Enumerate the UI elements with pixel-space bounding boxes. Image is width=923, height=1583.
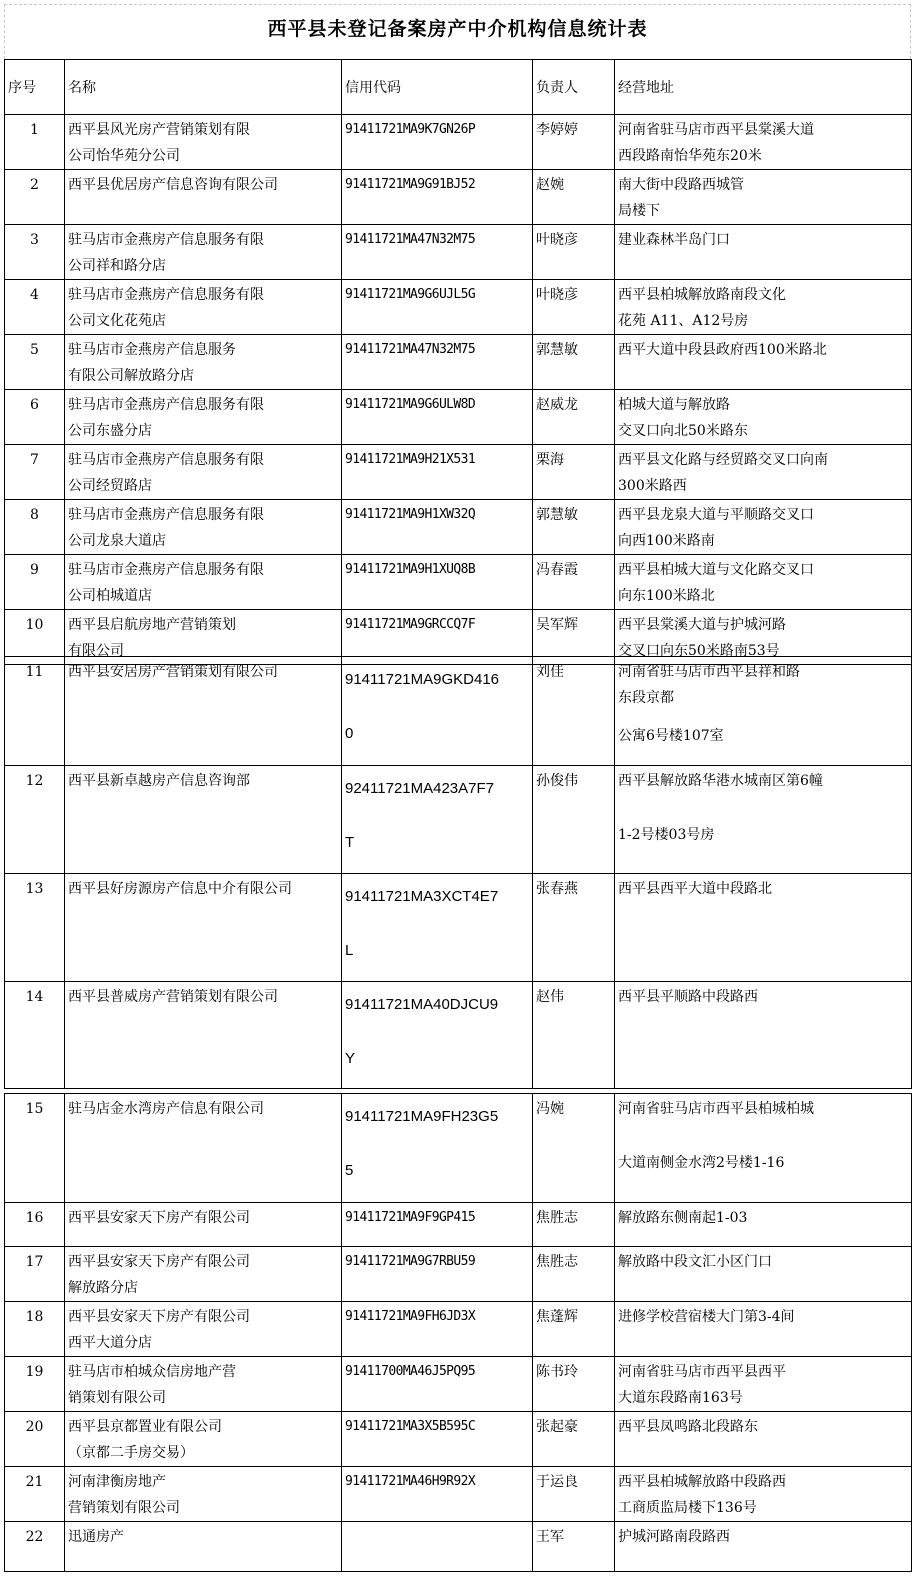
agency-name-line: 解放路分店: [68, 1280, 138, 1296]
business-address: [615, 390, 912, 445]
business-address-line: 1-2号楼03号房: [618, 827, 715, 843]
row-number: [5, 1522, 65, 1572]
row-number-line: 19: [25, 1364, 44, 1380]
table-row: [5, 1357, 912, 1412]
business-address: [615, 874, 912, 982]
business-address-line: 向东100米路北: [618, 588, 715, 604]
business-address: [615, 335, 912, 390]
agency-name-line: 公司经贸路店: [68, 478, 152, 494]
credit-code-line: 91411721MA9H21X531: [345, 452, 476, 467]
row-number-line: 8: [30, 507, 39, 523]
registry-table-part-2: [4, 656, 912, 1089]
registry-table-part-1: [4, 59, 912, 665]
agency-name: [65, 170, 342, 225]
person-in-charge: [533, 170, 615, 225]
agency-name-line: 公司祥和路分店: [68, 258, 166, 274]
row-number-line: 6: [30, 397, 39, 413]
credit-code-line: 91411721MA9G6UJL5G: [345, 287, 476, 302]
person-in-charge-line: 赵婉: [536, 177, 564, 193]
table-row: [5, 1522, 912, 1572]
agency-name: [65, 225, 342, 280]
credit-code-line: 91411721MA9G6ULW8D: [345, 397, 476, 412]
row-number-line: 2: [30, 177, 39, 193]
business-address: [615, 982, 912, 1089]
agency-name-line: 驻马店市金燕房产信息服务有限: [68, 232, 264, 248]
business-address-line: 河南省驻马店市西平县西平: [618, 1364, 786, 1380]
business-address: [615, 657, 912, 766]
credit-code: [342, 657, 533, 766]
table-row: [5, 115, 912, 170]
person-in-charge-line: 赵威龙: [536, 397, 578, 413]
agency-name-line: 驻马店市金燕房产信息服务有限: [68, 507, 264, 523]
agency-name: [65, 280, 342, 335]
person-in-charge: [533, 1247, 615, 1302]
credit-code-line: 91411721MA9G91BJ52: [345, 177, 476, 192]
credit-code-line: 91411721MA9FH6JD3X: [345, 1309, 476, 1324]
row-number: [5, 766, 65, 874]
business-address-line: 西平县凤鸣路北段路东: [618, 1419, 758, 1435]
credit-code: [342, 1203, 533, 1247]
credit-code-line: 0: [345, 725, 354, 742]
agency-name-line: 驻马店市金燕房产信息服务: [68, 342, 236, 358]
credit-code-line: 91411700MA46J5PQ95: [345, 1364, 476, 1379]
row-number-line: 4: [30, 287, 39, 303]
row-number: [5, 280, 65, 335]
credit-code-line: 91411721MA9GKD416: [345, 671, 499, 688]
page-title: 西平县未登记备案房产中介机构信息统计表: [267, 18, 648, 40]
row-number: [5, 1302, 65, 1357]
row-number-line: 16: [25, 1210, 44, 1226]
person-in-charge-line: 孙俊伟: [536, 773, 578, 789]
credit-code: [342, 335, 533, 390]
credit-code: [342, 280, 533, 335]
person-in-charge-line: 叶晓彦: [536, 287, 578, 303]
credit-code-line: 92411721MA423A7F7: [345, 780, 495, 797]
agency-name: [65, 657, 342, 766]
column-header-code: 信用代码: [342, 60, 533, 115]
business-address-line: 西段路南怡华苑东20米: [618, 148, 762, 164]
row-number: [5, 390, 65, 445]
person-in-charge-line: 焦胜志: [536, 1210, 578, 1226]
agency-name-line: 有限公司解放路分店: [68, 368, 194, 384]
credit-code: [342, 225, 533, 280]
row-number: [5, 1203, 65, 1247]
row-number: [5, 1412, 65, 1467]
business-address-line: 西平县龙泉大道与平顺路交叉口: [618, 507, 814, 523]
table-row: [5, 390, 912, 445]
credit-code: [342, 1247, 533, 1302]
person-in-charge-line: 焦蓬辉: [536, 1309, 578, 1325]
row-number-line: 11: [25, 664, 44, 680]
business-address-line: 建业森林半岛门口: [618, 232, 730, 248]
credit-code-line: 91411721MA9K7GN26P: [345, 122, 476, 137]
agency-name-line: 驻马店市柏城众信房地产营: [68, 1364, 236, 1380]
person-in-charge: [533, 982, 615, 1089]
agency-name: [65, 1247, 342, 1302]
row-number-line: 10: [25, 617, 44, 633]
business-address-line: 东段京都: [618, 690, 674, 706]
business-address-line: 西平县文化路与经贸路交叉口向南: [618, 452, 828, 468]
business-address-line: 河南省驻马店市西平县柏城柏城: [618, 1101, 814, 1117]
person-in-charge: [533, 1203, 615, 1247]
agency-name-line: 西平县安家天下房产有限公司: [68, 1309, 250, 1325]
column-header-name: 名称: [65, 60, 342, 115]
person-in-charge: [533, 1467, 615, 1522]
agency-name: [65, 500, 342, 555]
agency-name-line: 公司柏城道店: [68, 588, 152, 604]
credit-code-line: Y: [345, 1050, 356, 1067]
agency-name: [65, 1467, 342, 1522]
credit-code: [342, 1094, 533, 1203]
agency-name-line: 销策划有限公司: [68, 1390, 166, 1406]
person-in-charge-line: 张春燕: [536, 881, 578, 897]
business-address-line: 花苑 A11、A12号房: [618, 313, 749, 329]
business-address-line: 西平县柏城大道与文化路交叉口: [618, 562, 814, 578]
registry-table-part-3: [4, 1093, 912, 1572]
business-address-line: 解放路中段文汇小区门口: [618, 1254, 772, 1270]
credit-code: [342, 1357, 533, 1412]
person-in-charge: [533, 1522, 615, 1572]
agency-name-line: 公司怡华苑分公司: [68, 148, 180, 164]
person-in-charge-line: 冯春霞: [536, 562, 578, 578]
agency-name: [65, 1094, 342, 1203]
business-address-line: 西平县柏城解放路中段路西: [618, 1474, 786, 1490]
credit-code-line: T: [345, 834, 355, 851]
agency-name-line: 西平县新卓越房产信息咨询部: [68, 773, 250, 789]
table-row: [5, 555, 912, 610]
person-in-charge: [533, 874, 615, 982]
row-number: [5, 445, 65, 500]
credit-code-line: 91411721MA9H1XW32Q: [345, 507, 476, 522]
business-address: [615, 766, 912, 874]
business-address-line: 西平县棠溪大道与护城河路: [618, 617, 786, 633]
person-in-charge-line: 吴军辉: [536, 617, 578, 633]
person-in-charge-line: 于运良: [536, 1474, 578, 1490]
table-row: [5, 657, 912, 766]
row-number: [5, 500, 65, 555]
agency-name-line: 驻马店金水湾房产信息有限公司: [68, 1101, 264, 1117]
credit-code: [342, 1302, 533, 1357]
person-in-charge: [533, 555, 615, 610]
agency-name-line: 西平县安居房产营销策划有限公司: [68, 664, 278, 680]
table-row: [5, 874, 912, 982]
row-number-line: 15: [25, 1101, 44, 1117]
row-number-line: 1: [30, 122, 39, 138]
agency-name: [65, 982, 342, 1089]
credit-code: [342, 170, 533, 225]
business-address: [615, 1203, 912, 1247]
row-number: [5, 1094, 65, 1203]
row-number: [5, 115, 65, 170]
agency-name-line: 西平县优居房产信息咨询有限公司: [68, 177, 278, 193]
credit-code-line: 91411721MA9H1XUQ8B: [345, 562, 476, 577]
agency-name: [65, 1357, 342, 1412]
business-address-line: 公寓6号楼107室: [618, 728, 724, 744]
person-in-charge-line: 王军: [536, 1529, 564, 1545]
business-address-line: 西平大道中段县政府西100米路北: [618, 342, 827, 358]
person-in-charge: [533, 280, 615, 335]
agency-name: [65, 874, 342, 982]
agency-name-line: 驻马店市金燕房产信息服务有限: [68, 452, 264, 468]
business-address-line: 西平县解放路华港水城南区第6幢: [618, 773, 823, 789]
business-address-line: 南大街中段路西城管: [618, 177, 744, 193]
person-in-charge: [533, 1412, 615, 1467]
agency-name-line: 西平县启航房地产营销策划: [68, 617, 236, 633]
business-address-line: 大道东段路南163号: [618, 1390, 743, 1406]
person-in-charge-line: 赵伟: [536, 989, 564, 1005]
agency-name: [65, 390, 342, 445]
table-row: [5, 280, 912, 335]
agency-name-line: 河南津衡房地产: [68, 1474, 166, 1490]
business-address-line: 河南省驻马店市西平县祥和路: [618, 664, 800, 680]
business-address: [615, 1094, 912, 1203]
credit-code: [342, 555, 533, 610]
credit-code-line: 91411721MA47N32M75: [345, 342, 476, 357]
row-number: [5, 170, 65, 225]
row-number-line: 5: [30, 342, 39, 358]
person-in-charge: [533, 500, 615, 555]
row-number-line: 7: [30, 452, 39, 468]
person-in-charge-line: 张起豪: [536, 1419, 578, 1435]
person-in-charge-line: 栗海: [536, 452, 564, 468]
row-number: [5, 555, 65, 610]
agency-name: [65, 335, 342, 390]
row-number-line: 21: [25, 1474, 44, 1490]
row-number-line: 22: [25, 1529, 44, 1545]
person-in-charge-line: 郭慧敏: [536, 507, 578, 523]
business-address: [615, 1522, 912, 1572]
business-address-line: 西平县柏城解放路南段文化: [618, 287, 786, 303]
business-address-line: 河南省驻马店市西平县棠溪大道: [618, 122, 814, 138]
business-address-line: 解放路东侧南起1-03: [618, 1210, 748, 1226]
business-address-line: 西平县平顺路中段路西: [618, 989, 758, 1005]
person-in-charge: [533, 1357, 615, 1412]
agency-name-line: 西平县风光房产营销策划有限: [68, 122, 250, 138]
row-number-line: 9: [30, 562, 39, 578]
credit-code-line: 91411721MA3X5B595C: [345, 1419, 476, 1434]
business-address: [615, 170, 912, 225]
table-row: [5, 1412, 912, 1467]
credit-code-line: 91411721MA47N32M75: [345, 232, 476, 247]
agency-name-line: 驻马店市金燕房产信息服务有限: [68, 397, 264, 413]
agency-name-line: 有限公司: [68, 643, 124, 659]
agency-name-line: 西平县京都置业有限公司: [68, 1419, 222, 1435]
row-number-line: 17: [25, 1254, 44, 1270]
credit-code-line: 91411721MA9GRCCQ7F: [345, 617, 476, 632]
column-header-no: 序号: [5, 60, 65, 115]
agency-name-line: 公司龙泉大道店: [68, 533, 166, 549]
row-number: [5, 1467, 65, 1522]
person-in-charge: [533, 115, 615, 170]
agency-name: [65, 115, 342, 170]
agency-name: [65, 1412, 342, 1467]
row-number-line: 14: [25, 989, 44, 1005]
credit-code: [342, 1522, 533, 1572]
person-in-charge: [533, 445, 615, 500]
agency-name: [65, 1302, 342, 1357]
business-address: [615, 280, 912, 335]
business-address: [615, 225, 912, 280]
credit-code-line: 91411721MA9F9GP415: [345, 1210, 476, 1225]
agency-name-line: 公司东盛分店: [68, 423, 152, 439]
business-address: [615, 1467, 912, 1522]
table-row: [5, 445, 912, 500]
row-number: [5, 1247, 65, 1302]
row-number: [5, 874, 65, 982]
row-number-line: 18: [25, 1309, 44, 1325]
business-address-line: 局楼下: [618, 203, 660, 219]
business-address: [615, 1302, 912, 1357]
agency-name-line: 驻马店市金燕房产信息服务有限: [68, 562, 264, 578]
agency-name-line: （京都二手房交易）: [68, 1445, 194, 1461]
business-address: [615, 445, 912, 500]
credit-code: [342, 766, 533, 874]
credit-code: [342, 390, 533, 445]
agency-name-line: 驻马店市金燕房产信息服务有限: [68, 287, 264, 303]
row-number: [5, 982, 65, 1089]
person-in-charge-line: 陈书玲: [536, 1364, 578, 1380]
table-row: [5, 1094, 912, 1203]
row-number-line: 13: [25, 881, 44, 897]
person-in-charge: [533, 657, 615, 766]
agency-name: [65, 1203, 342, 1247]
row-number: [5, 657, 65, 766]
column-header-address: 经营地址: [615, 60, 912, 115]
credit-code-line: 91411721MA40DJCU9: [345, 996, 499, 1013]
table-row: [5, 500, 912, 555]
credit-code: [342, 500, 533, 555]
row-number: [5, 225, 65, 280]
credit-code: [342, 982, 533, 1089]
column-header-person: 负责人: [533, 60, 615, 115]
business-address: [615, 115, 912, 170]
agency-name-line: 西平县普威房产营销策划有限公司: [68, 989, 278, 1005]
business-address-line: 300米路西: [618, 478, 687, 494]
credit-code: [342, 874, 533, 982]
credit-code-line: 5: [345, 1162, 354, 1179]
agency-name: [65, 766, 342, 874]
credit-code: [342, 1467, 533, 1522]
business-address-line: 向西100米路南: [618, 533, 715, 549]
business-address: [615, 1247, 912, 1302]
table-row: [5, 170, 912, 225]
row-number: [5, 1357, 65, 1412]
person-in-charge-line: 冯婉: [536, 1101, 564, 1117]
business-address-line: 交叉口向东50米路南53号: [618, 643, 780, 659]
person-in-charge-line: 刘佳: [536, 664, 564, 680]
credit-code-line: 91411721MA9FH23G5: [345, 1108, 499, 1125]
agency-name-line: 西平县安家天下房产有限公司: [68, 1210, 250, 1226]
credit-code: [342, 1412, 533, 1467]
business-address-line: 护城河路南段路西: [618, 1529, 730, 1545]
business-address-line: 大道南侧金水湾2号楼1-16: [618, 1155, 785, 1171]
agency-name-line: 迅通房产: [68, 1529, 124, 1545]
person-in-charge: [533, 1302, 615, 1357]
table-row: [5, 982, 912, 1089]
agency-name: [65, 555, 342, 610]
table-row: [5, 335, 912, 390]
business-address-line: 进修学校营宿楼大门第3-4间: [618, 1309, 795, 1325]
credit-code: [342, 445, 533, 500]
credit-code-line: 91411721MA46H9R92X: [345, 1474, 476, 1489]
agency-name-line: 西平大道分店: [68, 1335, 152, 1351]
person-in-charge: [533, 1094, 615, 1203]
row-number-line: 3: [30, 232, 39, 248]
table-row: [5, 225, 912, 280]
agency-name-line: 西平县好房源房产信息中介有限公司: [68, 881, 292, 897]
table-row: [5, 1302, 912, 1357]
table-row: [5, 1203, 912, 1247]
business-address: [615, 1412, 912, 1467]
business-address-line: 工商质监局楼下136号: [618, 1500, 757, 1516]
agency-name: [65, 445, 342, 500]
agency-name-line: 西平县安家天下房产有限公司: [68, 1254, 250, 1270]
table-header-row: [5, 60, 912, 115]
agency-name: [65, 1522, 342, 1572]
person-in-charge-line: 叶晓彦: [536, 232, 578, 248]
credit-code-line: 91411721MA9G7RBU59: [345, 1254, 476, 1269]
row-number-line: 20: [25, 1419, 44, 1435]
person-in-charge: [533, 390, 615, 445]
row-number-line: 12: [25, 773, 44, 789]
business-address: [615, 500, 912, 555]
agency-name-line: 公司文化花苑店: [68, 313, 166, 329]
table-row: [5, 1247, 912, 1302]
credit-code-line: 91411721MA3XCT4E7: [345, 888, 499, 905]
person-in-charge-line: 郭慧敏: [536, 342, 578, 358]
business-address-line: 柏城大道与解放路: [618, 397, 730, 413]
business-address: [615, 1357, 912, 1412]
business-address-line: 交叉口向北50米路东: [618, 423, 748, 439]
person-in-charge: [533, 766, 615, 874]
credit-code: [342, 115, 533, 170]
business-address-line: 西平县西平大道中段路北: [618, 881, 772, 897]
agency-name-line: 营销策划有限公司: [68, 1500, 180, 1516]
credit-code-line: L: [345, 942, 354, 959]
business-address: [615, 555, 912, 610]
person-in-charge: [533, 225, 615, 280]
person-in-charge-line: 焦胜志: [536, 1254, 578, 1270]
table-row: [5, 1467, 912, 1522]
person-in-charge-line: 李婷婷: [536, 122, 578, 138]
table-row: [5, 766, 912, 874]
row-number: [5, 335, 65, 390]
person-in-charge: [533, 335, 615, 390]
